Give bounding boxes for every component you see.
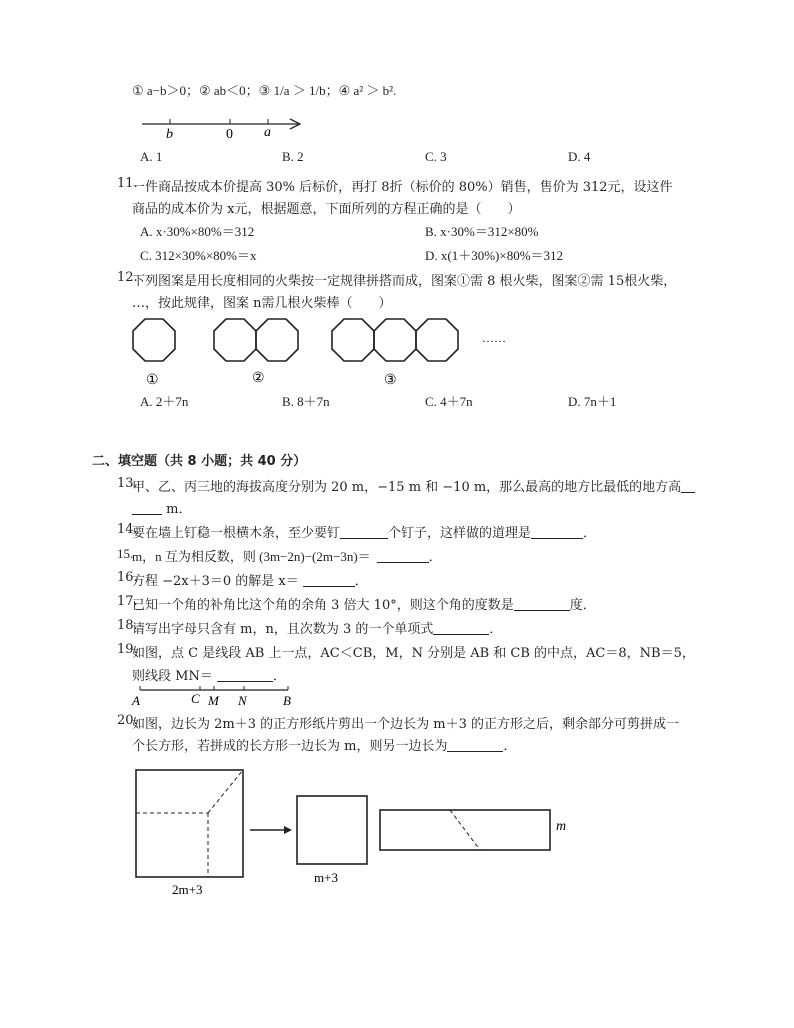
q15-text: m，n 互为相反数，则 (3m−2n)−(2m−3n)＝ ． — [132, 549, 442, 564]
octagon-fig3-c — [416, 319, 458, 361]
q12-dots: …… — [482, 331, 506, 345]
q12-number: 12. — [117, 270, 138, 285]
segment-label-m: M — [208, 693, 219, 707]
segment-label-b: B — [283, 693, 291, 707]
q19-line1: 如图，点 C 是线段 AB 上一点，AC＜CB，M，N 分别是 AB 和 CB 的中点，AC＝8，NB＝5， — [132, 646, 695, 661]
arrow-head — [284, 826, 292, 834]
octagon-fig3-a — [332, 319, 374, 361]
q18-number: 18. — [117, 618, 138, 633]
q18-text: 请写出字母只含有 m，n，且次数为 3 的一个单项式 ． — [132, 622, 503, 637]
q12-option-a: A. 2＋7n — [140, 394, 189, 409]
q20-number: 20. — [117, 713, 138, 728]
big-square-label: 2m+3 — [172, 882, 203, 897]
q12-option-d: D. 7n＋1 — [568, 394, 617, 409]
q19-number: 19. — [117, 642, 138, 657]
q20-figure — [134, 768, 584, 900]
q14-text: 要在墙上钉稳一根横木条，至少要钉 个钉子，这样做的道理是 ． — [132, 526, 597, 541]
q11-option-d: D. x(1＋30%)×80%＝312 — [425, 248, 564, 263]
q11-option-a: A. x·30%×80%＝312 — [140, 224, 255, 239]
q10-option-a: A. 1 — [140, 149, 163, 164]
q11-line2: 商品的成本价为 x元，根据题意，下面所列的方程正确的是（ ） — [132, 202, 521, 217]
q12-line2: …，按此规律，图案 n需几根火柴棒（ ） — [132, 296, 392, 311]
octagon-fig2-b — [256, 319, 298, 361]
q12-figure-label-1: ① — [146, 373, 159, 388]
q17-text: 已知一个角的补角比这个角的余角 3 倍大 10°，则这个角的度数是 度． — [132, 598, 596, 613]
q20-line2: 个长方形，若拼成的长方形一边长为 m，则另一边长为 ． — [132, 739, 517, 754]
segment-label-c: C — [191, 691, 200, 706]
q11-number: 11. — [117, 176, 138, 191]
q12-line1: 下列图案是用长度相同的火柴按一定规律拼搭而成，图案①需 8 根火柴，图案②需 15根火柴， — [132, 274, 677, 289]
q10-number-line — [140, 114, 310, 142]
q17-number: 17. — [117, 594, 138, 609]
segment-label-n: N — [238, 693, 247, 707]
q12-option-b: B. 8＋7n — [282, 394, 330, 409]
octagon-fig3-b — [374, 319, 416, 361]
numberline-label-a: a — [264, 125, 271, 140]
q19-segment-figure — [128, 683, 298, 707]
octagon-fig1 — [133, 319, 175, 361]
q10-statement: ① a−b＞0；② ab＜0；③ 1/a ＞ 1/b；④ a² ＞ b². — [132, 83, 397, 98]
q20-line1: 如图，边长为 2m＋3 的正方形纸片剪出一个边长为 m＋3 的正方形之后，剩余部分可剪拼成一 — [132, 717, 679, 732]
q12-option-c: C. 4＋7n — [425, 394, 473, 409]
q10-option-c: C. 3 — [425, 149, 447, 164]
q11-line1: 一件商品按成本价提高 30% 后标价，再打 8折（标价的 80%）销售，售价为 312元，设这件 — [132, 180, 673, 195]
segment-label-a: A — [132, 693, 140, 707]
numberline-label-0: 0 — [226, 127, 233, 142]
q12-figure-label-2: ② — [252, 371, 265, 386]
q16-text: 方程 −2x＋3＝0 的解是 x＝ ． — [132, 574, 368, 589]
q15-number: 15. — [117, 546, 134, 561]
q10-option-b: B. 2 — [282, 149, 304, 164]
q12-octagon-figures — [128, 314, 528, 390]
q11-option-b: B. x·30%＝312×80% — [425, 224, 539, 239]
q11-option-c: C. 312×30%×80%＝x — [140, 248, 257, 263]
small-square-label: m+3 — [314, 870, 338, 885]
q10-option-d: D. 4 — [568, 149, 591, 164]
section2-title: 二、填空题（共 8 小题；共 40 分） — [92, 454, 307, 469]
rectangle-label: m — [556, 819, 567, 834]
octagon-fig2-a — [214, 319, 256, 361]
q12-figure-label-3: ③ — [384, 373, 397, 388]
q16-number: 16. — [117, 570, 138, 585]
q14-number: 14. — [117, 522, 138, 537]
big-square — [136, 770, 243, 877]
q13-line1: 甲、乙、丙三地的海拔高度分别为 20 m，−15 m 和 −10 m，那么最高的地方比最低的地方高 — [132, 476, 695, 495]
numberline-label-b: b — [166, 127, 173, 142]
q13-number: 13. — [117, 476, 138, 491]
small-square — [297, 796, 367, 864]
q19-line2: 则线段 MN＝ ． — [132, 669, 286, 684]
q13-line2: m． — [132, 498, 191, 517]
